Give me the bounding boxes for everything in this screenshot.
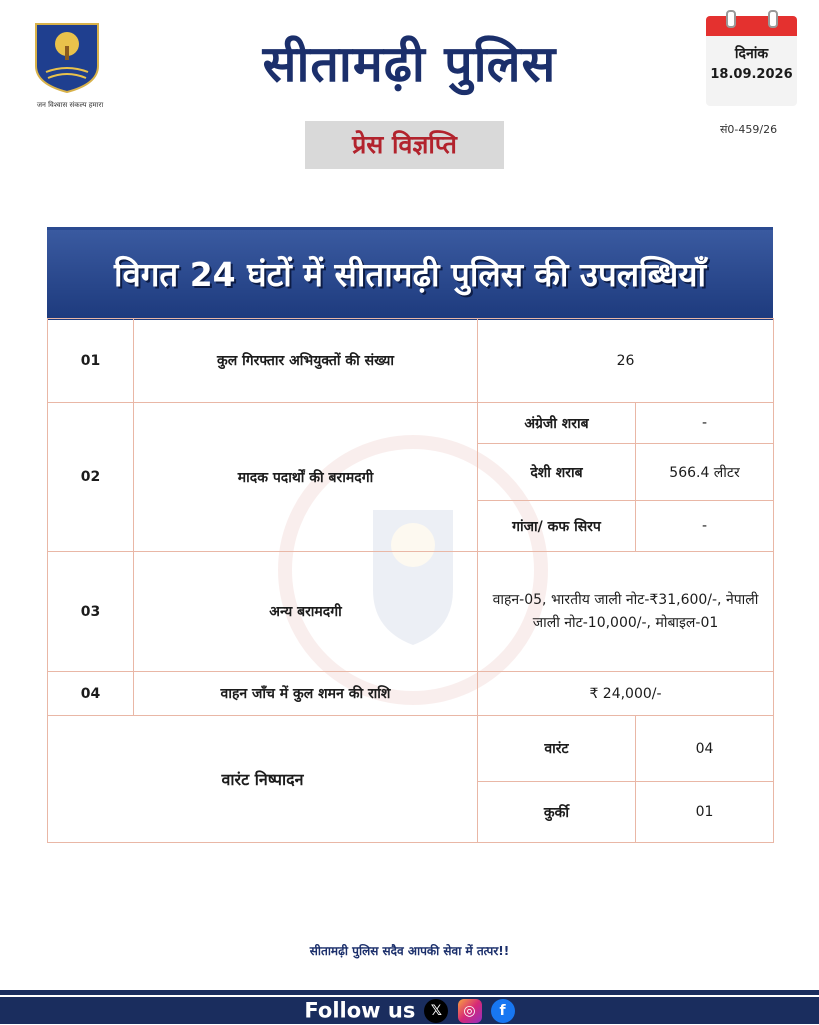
- date-label: दिनांक: [734, 46, 769, 62]
- calendar-top: [706, 16, 797, 36]
- facebook-icon[interactable]: f: [491, 999, 515, 1023]
- achievements-table: [47, 318, 774, 843]
- row-value: ₹ 24,000/-: [478, 672, 774, 716]
- sub-label: कुर्की: [478, 782, 636, 843]
- row-value: वाहन-05, भारतीय जाली नोट-₹31,600/-, नेपाली जाली नोट-10,000/-, मोबाइल-01: [478, 552, 774, 672]
- footer-slogan: सीतामढ़ी पुलिस सदैव आपकी सेवा में तत्पर!!: [309, 944, 510, 958]
- sub-label: वारंट: [478, 716, 636, 782]
- sub-label: देशी शराब: [478, 444, 636, 501]
- logo-tagline: जन विश्वास संकल्प हमारा: [36, 101, 104, 109]
- calendar-ring: [768, 10, 778, 28]
- table-row: [48, 716, 774, 782]
- table-row: [48, 672, 774, 716]
- achievements-banner: [47, 227, 773, 320]
- row-number: 03: [48, 552, 134, 672]
- row-label: वाहन जाँच में कुल शमन की राशि: [134, 672, 478, 716]
- table-row: [48, 552, 774, 672]
- row-value: 26: [478, 319, 774, 403]
- date-value: 18.09.2026: [710, 67, 793, 82]
- row-label: मादक पदार्थों की बरामदगी: [134, 403, 478, 552]
- sub-value: -: [636, 501, 774, 552]
- row-number: 01: [48, 319, 134, 403]
- sub-value: -: [636, 403, 774, 444]
- row-label: अन्य बरामदगी: [134, 552, 478, 672]
- sub-label: अंग्रेजी शराब: [478, 403, 636, 444]
- sub-value: 566.4 लीटर: [636, 444, 774, 501]
- follow-us-bar: [0, 996, 819, 1024]
- calendar-ring: [726, 10, 736, 28]
- row-number: 04: [48, 672, 134, 716]
- x-icon[interactable]: 𝕏: [424, 999, 448, 1023]
- sub-label: गांजा/ कफ सिरप: [478, 501, 636, 552]
- sub-value: 01: [636, 782, 774, 843]
- page-title: सीतामढ़ी पुलिस: [262, 35, 557, 93]
- table-row: [48, 403, 774, 444]
- banner-text: विगत 24 घंटों में सीतामढ़ी पुलिस की उपलब्धियाँ: [113, 255, 707, 294]
- date-card: [706, 16, 797, 106]
- table-row: [48, 319, 774, 403]
- press-release-label: प्रेस विज्ञप्ति: [305, 121, 504, 169]
- row-label: वारंट निष्पादन: [48, 716, 478, 843]
- instagram-icon[interactable]: ◎: [458, 999, 482, 1023]
- row-number: 02: [48, 403, 134, 552]
- reference-number: सं0-459/26: [720, 123, 778, 136]
- sub-value: 04: [636, 716, 774, 782]
- follow-us-text: Follow us: [304, 998, 416, 1023]
- row-label: कुल गिरफ्तार अभियुक्तों की संख्या: [134, 319, 478, 403]
- calendar-body: [706, 36, 797, 106]
